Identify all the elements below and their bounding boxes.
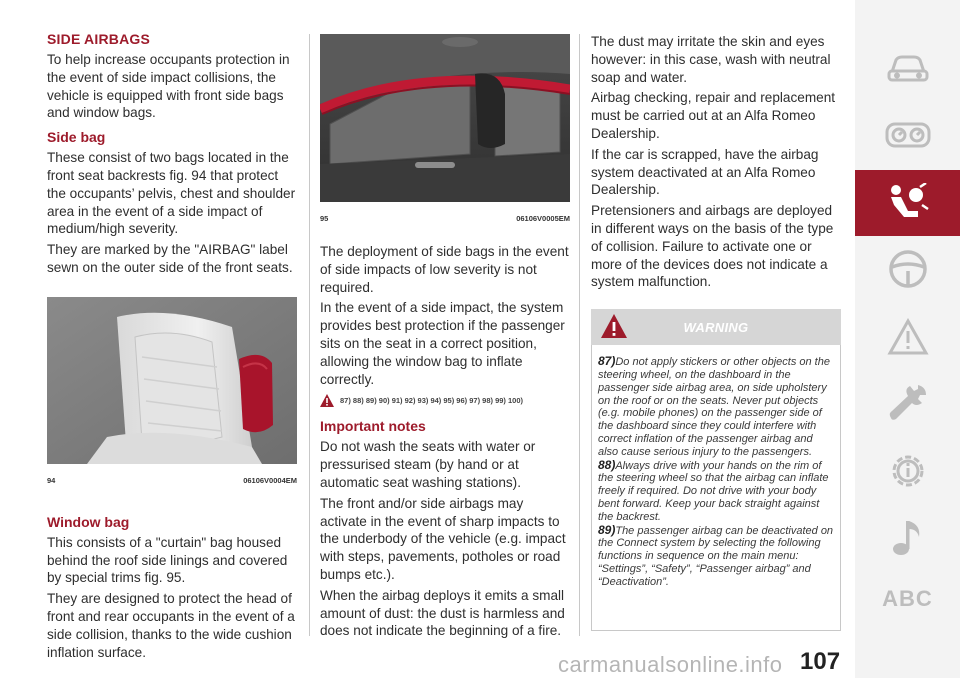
figure-94-code: 06106V0004EM xyxy=(243,475,297,485)
figure-95 xyxy=(320,34,570,223)
right-column xyxy=(591,30,841,631)
note-2: The front and/or side airbags may activate in the event of sharp impacts to the underbody of the vehicle (e.g. impact with steps, pavements, potholes or road bumps etc.). xyxy=(320,495,566,582)
airbag-checking-paragraph: Airbag checking, repair and replacement must be carried out at an Alfa Romeo Dealership. xyxy=(591,90,836,141)
wrench-icon xyxy=(888,383,928,423)
side-bag-paragraph-2: They are marked by the "AIRBAG" label sewn on the outer side of the front seats. xyxy=(47,242,293,275)
warning-triangle-icon xyxy=(320,394,334,407)
page-number: 107 xyxy=(800,648,841,675)
music-note-icon xyxy=(891,517,925,557)
sidebar-item-multimedia[interactable] xyxy=(855,504,960,570)
sidebar-item-vehicle[interactable] xyxy=(855,36,960,102)
pretensioners-paragraph: Pretensioners and airbags are deployed in different ways on the basis of the type of collision. Failure to activate one or more of the devices does not indicate a system malfunction. xyxy=(591,203,834,290)
chapter-sidebar xyxy=(855,0,960,678)
sidebar-item-safety[interactable] xyxy=(855,170,960,236)
figure-95-caption xyxy=(320,211,570,223)
window-bag-paragraph-1: This consists of a "curtain" bag housed behind the roof side linings and covered by special trims fig. 95. xyxy=(47,534,288,586)
car-icon xyxy=(886,54,930,84)
left-column xyxy=(47,30,297,661)
warning-title: WARNING xyxy=(683,319,749,335)
gear-info-icon xyxy=(887,450,929,492)
sidebar-item-maintenance[interactable] xyxy=(855,370,960,436)
figure-95-number: 95 xyxy=(320,214,329,223)
watermark: carmanualsonline.info xyxy=(558,652,783,677)
warning-header xyxy=(591,309,841,345)
seat-airbag-icon xyxy=(886,183,930,223)
scrapped-car-paragraph: If the car is scrapped, have the airbag system deactivated at an Alfa Romeo Dealership. xyxy=(591,146,819,198)
warning-triangle-icon xyxy=(601,314,627,338)
note-1: Do not wash the seats with water or pressurised steam (by hand or at automatic seat washing stations). xyxy=(320,439,536,490)
sidebar-item-dashboard[interactable] xyxy=(855,102,960,168)
warning-87: 87)Do not apply stickers or other objects on the steering wheel, on the dashboard in the passenger side airbag area, on side upholstery on the roof or on the seats. Never put objects (e.g. mobile phones) on the passenger side of the dashboard since they could interfere with correct inflation of the passenger airbag and also cause serious injury to the passengers. xyxy=(598,354,830,458)
warning-89: 89)The passenger airbag can be deactivated on the Connect system by selecting the following functions in sequence on the main menu: “Settings”, “Safety”, “Passenger airbag” and “Deactivation”. xyxy=(598,522,834,588)
dashboard-gauges-icon xyxy=(885,120,931,150)
figure-94 xyxy=(47,297,297,485)
warning-references xyxy=(320,394,570,407)
figure-94-caption xyxy=(47,473,297,485)
section-title: SIDE AIRBAGS xyxy=(47,31,151,47)
column-divider-1 xyxy=(309,34,310,636)
warning-triangle-icon xyxy=(887,318,929,356)
intro-paragraph: To help increase occupants protection in the event of side impact collisions, the vehicle is equipped with front side bags and window bags. xyxy=(47,52,290,121)
side-bag-heading: Side bag xyxy=(47,129,106,146)
window-bag-paragraph-2: They are designed to protect the head of front and rear occupants in the event of a side collision, thanks to the wide cushion inflation surface. xyxy=(47,591,295,660)
figure-95-code: 06106V0005EM xyxy=(516,214,570,223)
middle-column xyxy=(320,34,570,640)
sidebar-item-index[interactable] xyxy=(855,566,960,632)
side-bag-paragraph-1: These consist of two bags located in the front seat backrests fig. 94 that protect the occupants’ pelvis, chest and shoulder area in the event of a side impact of medium/high severity. xyxy=(47,150,296,237)
window-curtain-airbag-image xyxy=(320,34,570,202)
important-notes-heading: Important notes xyxy=(320,418,426,435)
reference-numbers: 87) 88) 89) 90) 91) 92) 93) 94) 95) 96) 97) 98) 99) 100) xyxy=(340,396,524,406)
deployment-paragraph: The deployment of side bags in the event of side impacts of low severity is not required. xyxy=(320,244,569,295)
note-3: When the airbag deploys it emits a small amount of dust: the dust is harmless and does not indicate the beginning of a fire. xyxy=(320,587,565,639)
seat-side-airbag-image xyxy=(47,297,297,464)
window-bag-heading: Window bag xyxy=(47,513,130,530)
figure-94-number: 94 xyxy=(47,475,56,485)
sidebar-item-starting[interactable] xyxy=(855,236,960,302)
steering-wheel-icon xyxy=(888,249,928,289)
warning-88: 88)Always drive with your hands on the rim of the steering wheel so that the airbag can inflate freely if required. Do not drive with your body bent forward. Keep your back straight against the backrest. xyxy=(598,457,829,523)
column-divider-2 xyxy=(579,34,580,636)
sidebar-item-technical-data[interactable] xyxy=(855,438,960,504)
dust-paragraph: The dust may irritate the skin and eyes however: in this case, wash with neutral soap and water. xyxy=(591,34,831,85)
index-label: ABC xyxy=(882,586,933,611)
side-impact-paragraph: In the event of a side impact, the system provides best protection if the passenger sits on the seat in a correct position, allowing the window bag to inflate correctly. xyxy=(320,300,565,387)
sidebar-item-emergency[interactable] xyxy=(855,304,960,370)
warning-box xyxy=(591,345,841,631)
